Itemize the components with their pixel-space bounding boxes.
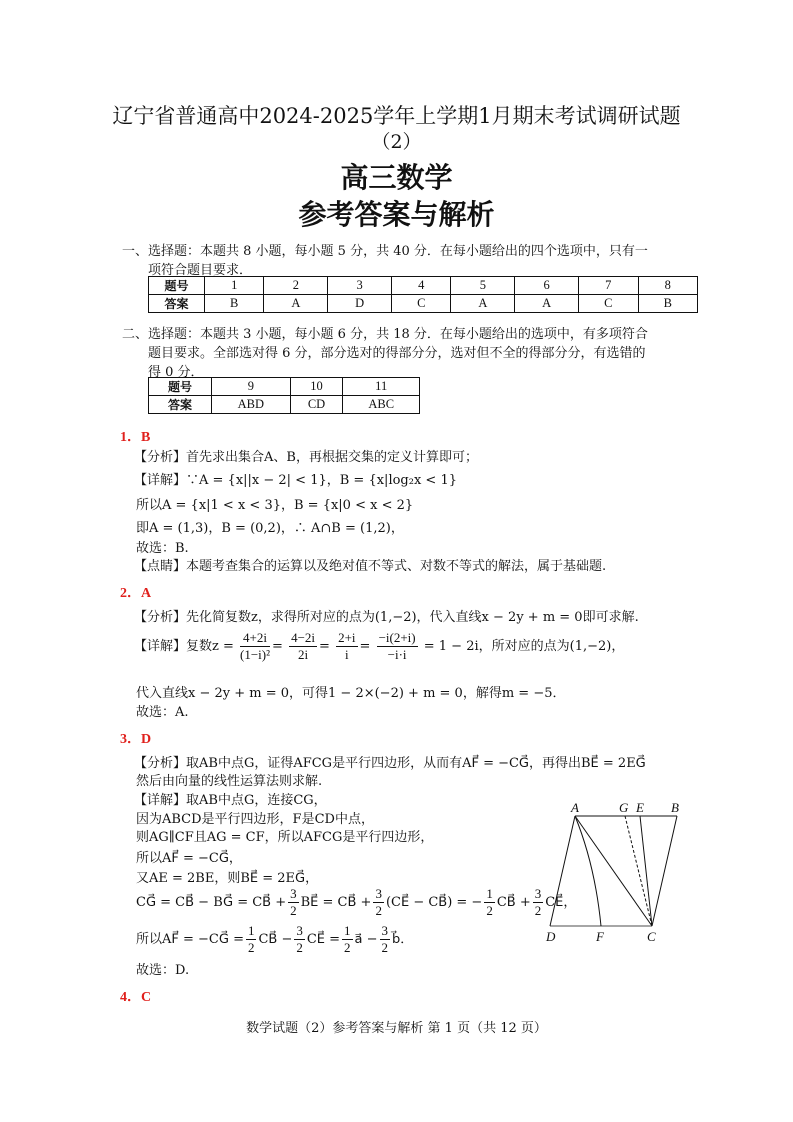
q2-line: 代入直线x − 2y + m = 0，可得1 − 2×(−2) + m = 0，解得m = −5． [136, 686, 566, 701]
table-cell: 8 [638, 277, 698, 295]
text: CB⃗ − [258, 932, 293, 947]
table-cell: 10 [290, 378, 343, 396]
text: a⃗ − [354, 932, 378, 947]
table-cell: B [205, 295, 264, 313]
table-cell: ABD [212, 396, 291, 414]
numerator: 4+2i [240, 630, 270, 647]
table-cell: 1 [205, 277, 264, 295]
numerator: 2+i [338, 630, 356, 645]
table-cell: ABC [343, 396, 420, 414]
fraction [289, 630, 317, 663]
section1-intro: 一、选择题：本题共 8 小题，每小题 5 分，共 40 分．在每小题给出的四个选项中，只有一 [122, 244, 648, 259]
q2-heading: 2．A [120, 586, 152, 601]
table-cell: 5 [451, 277, 515, 295]
numerator: 3 [534, 886, 542, 901]
text: CG⃗ = CB⃗ − BG⃗ = CB⃗ + [136, 895, 287, 910]
numerator: 3 [296, 923, 303, 938]
fraction [380, 923, 391, 956]
denominator: 2i [297, 647, 309, 662]
numerator: 1 [247, 923, 255, 938]
q2-detail [134, 630, 624, 663]
label-b: B [671, 800, 679, 815]
text: CB⃗ + [496, 895, 531, 910]
q3-line: 又AE = 2BE，则BE⃗ = 2EG⃗， [136, 871, 319, 886]
numerator: 3 [381, 923, 389, 938]
denominator: 2 [375, 903, 382, 918]
label-e: E [636, 800, 644, 815]
q3-line: 因为ABCD是平行四边形，F是CD中点， [136, 812, 374, 827]
q3-line: 则AG∥CF且AG = CF，所以AFCG是平行四边形， [136, 830, 434, 845]
denominator: 2 [296, 940, 303, 955]
q4-heading: 4．C [120, 990, 152, 1005]
q1-line: 故选：B. [136, 541, 189, 556]
q1-line: 【详解】∵A = {x||x − 2| < 1}，B = {x|log₂x < 1} [134, 473, 457, 488]
denominator: −i·i [387, 647, 407, 662]
table-cell: 3 [328, 277, 392, 295]
numerator: 3 [290, 886, 297, 901]
q1-heading: 1．B [120, 430, 151, 445]
equals: = [319, 639, 330, 654]
answer-table-2 [148, 377, 420, 414]
segment-ec [640, 816, 652, 926]
table-head-answer: 答案 [149, 295, 205, 313]
table-cell: CD [290, 396, 343, 414]
section2-intro: 二、选择题：本题共 3 小题，每小题 6 分，共 18 分．在每小题给出的选项中，有多项符合 [122, 327, 648, 342]
table-head-number: 题号 [149, 378, 212, 396]
text: b⃗． [392, 932, 414, 947]
label-a: A [571, 800, 579, 815]
numerator: 4−2i [291, 630, 316, 645]
fraction [342, 923, 353, 956]
q3-heading: 3．D [120, 732, 152, 747]
text: CE⃗ = [306, 932, 341, 947]
q1-line: 所以A = {x|1 < x < 3}，B = {x|0 < x < 2} [136, 498, 414, 513]
q3-equation-1 [136, 886, 576, 919]
subject-title: 高三数学 [340, 161, 453, 194]
text: 所以AF⃗ = −CG⃗ = [136, 932, 244, 947]
text: CE⃗， [545, 895, 577, 910]
q2-analysis: 【分析】先化简复数z，求得所对应的点为(1,−2)，代入直线x − 2y + m = 0即可求解. [134, 610, 639, 625]
fraction [288, 886, 299, 919]
denominator: (1−i)² [240, 647, 271, 662]
q1-line: 【点睛】本题考查集合的运算以及绝对值不等式、对数不等式的解法，属于基础题. [134, 559, 607, 574]
q2-line: 故选：A. [136, 705, 189, 720]
denominator: 2 [486, 903, 493, 918]
doc-title: 辽宁省普通高中2024-2025学年上学期1月期末考试调研试题 [112, 104, 681, 128]
segment-af [575, 816, 601, 926]
equals: = [359, 639, 371, 654]
table-cell: 6 [515, 277, 579, 295]
q3-line: 【分析】取AB中点G，证得AFCG是平行四边形，从而有AF⃗ = −CG⃗，再得出BE⃗ = 2EG⃗ [134, 756, 646, 771]
table-cell: A [515, 295, 579, 313]
label-c: C [647, 929, 656, 944]
denominator: 2 [290, 903, 297, 918]
segment-ac [575, 816, 652, 926]
denominator: 2 [381, 940, 389, 955]
q3-conclusion: 故选：D. [136, 963, 190, 978]
text: (CE⃗ − CB⃗) = − [385, 895, 483, 910]
parallelogram-figure [530, 795, 700, 945]
fraction [373, 886, 384, 919]
doc-subtitle: （2） [371, 131, 422, 153]
q3-equation-2 [136, 923, 413, 956]
fraction [377, 630, 418, 663]
q3-line: 所以AF⃗ = −CG⃗， [136, 851, 242, 866]
table-cell: 11 [343, 378, 420, 396]
table-cell: C [579, 295, 638, 313]
fraction [336, 630, 357, 663]
q1-line: 即A = (1,3)，B = (0,2)，∴ A∩B = (1,2)， [136, 521, 404, 536]
table-cell: 4 [392, 277, 451, 295]
table-cell: A [451, 295, 515, 313]
table-cell: B [638, 295, 698, 313]
numerator: 1 [486, 886, 493, 901]
label-d: D [546, 929, 556, 944]
fraction [294, 923, 305, 956]
table-cell: A [264, 295, 328, 313]
table-cell: 2 [264, 277, 328, 295]
numerator: 1 [344, 923, 351, 938]
edge-bc [652, 816, 677, 926]
table-head-number: 题号 [149, 277, 205, 295]
doc-type-title: 参考答案与解析 [298, 198, 495, 231]
edge-ad [550, 816, 575, 926]
table-cell: D [328, 295, 392, 313]
label-f: F [596, 929, 604, 944]
answer-table-1 [148, 276, 698, 313]
denominator: 2 [344, 940, 351, 955]
table-cell: 7 [579, 277, 638, 295]
denominator: 2 [534, 903, 542, 918]
table-cell: C [392, 295, 451, 313]
text: BE⃗ = CB⃗ + [300, 895, 372, 910]
equals: = [272, 639, 283, 654]
text: 【详解】复数z = [134, 639, 234, 654]
q3-line: 然后由向量的线性运算法则求解. [136, 774, 323, 789]
label-g: G [619, 800, 629, 815]
table-head-answer: 答案 [149, 396, 212, 414]
segment-gc [625, 816, 652, 926]
q3-line: 【详解】取AB中点G，连接CG， [134, 793, 327, 808]
table-cell: 9 [212, 378, 291, 396]
q1-line: 【分析】首先求出集合A、B，再根据交集的定义计算即可； [134, 450, 478, 465]
denominator: i [344, 647, 349, 662]
fraction [484, 886, 495, 919]
numerator: 3 [375, 886, 382, 901]
fraction [246, 923, 257, 956]
section2-intro-cont2: 得 0 分． [148, 365, 204, 380]
section2-intro-cont: 题目要求。全部选对得 6 分，部分选对的得部分分，选对但不全的得部分分，有选错的 [148, 346, 646, 361]
page-footer: 数学试题（2）参考答案与解析 第 1 页（共 12 页） [246, 1021, 547, 1036]
fraction [240, 630, 270, 663]
section1-intro-cont: 项符合题目要求． [148, 263, 253, 278]
numerator: −i(2+i) [378, 630, 416, 645]
denominator: 2 [247, 940, 255, 955]
text: = 1 − 2i，所对应的点为(1,−2)， [423, 639, 625, 654]
